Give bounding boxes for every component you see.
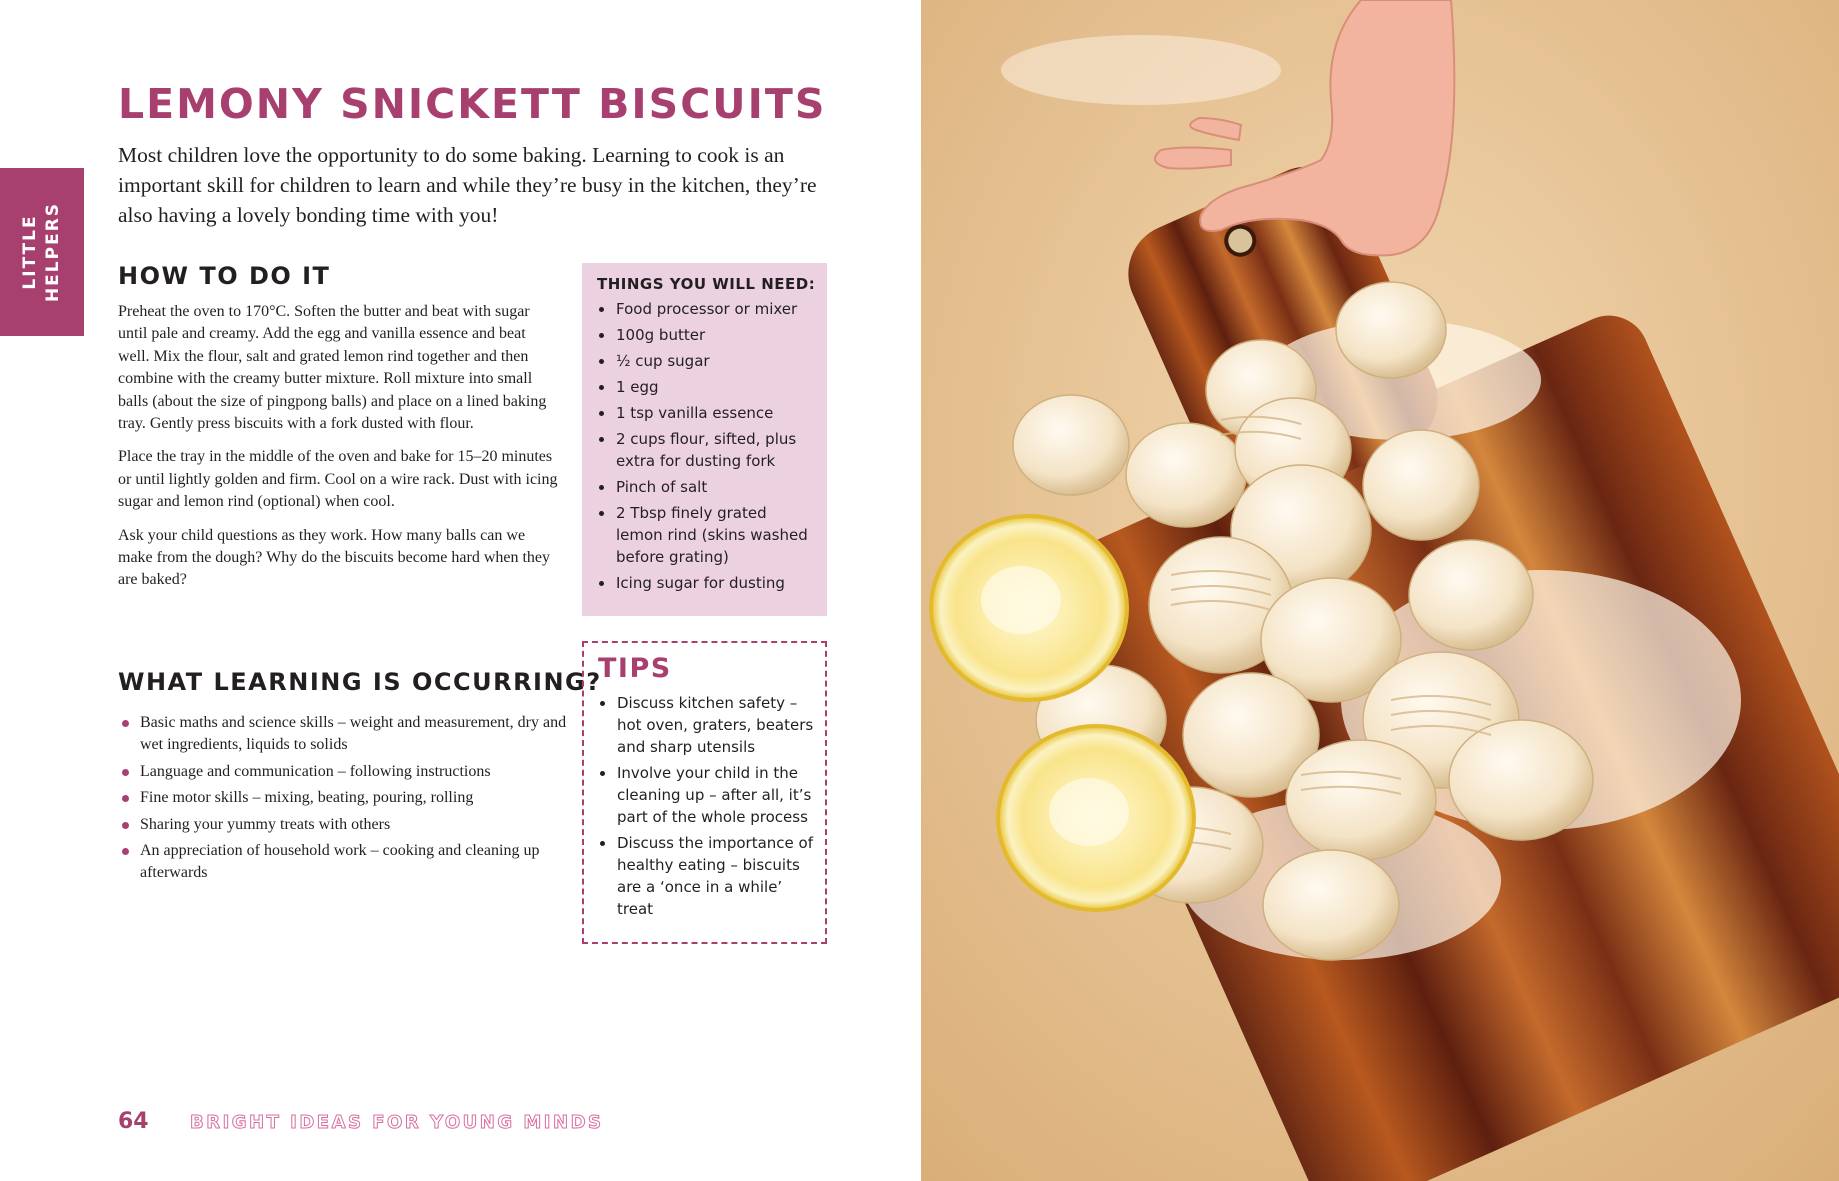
ingredient-item xyxy=(597,502,817,568)
learning-item xyxy=(118,814,573,836)
section-tab-line-1: LITTLE xyxy=(20,214,40,290)
tip-item xyxy=(598,762,815,828)
tips-list xyxy=(598,692,815,920)
tip-item xyxy=(598,832,815,920)
how-to-body xyxy=(118,301,558,603)
section-tab-line-2: HELPERS xyxy=(43,201,63,303)
learning-item-text: An appreciation of household work – cooking and cleaning up afterwards xyxy=(140,842,540,882)
ingredient-item xyxy=(597,350,817,372)
how-to-heading: HOW TO DO IT xyxy=(118,262,331,290)
bullet-icon xyxy=(599,359,604,364)
bullet-icon xyxy=(600,701,605,706)
ingredient-text: 1 egg xyxy=(616,378,659,396)
tips-heading: TIPS xyxy=(598,653,672,684)
section-tab-label xyxy=(19,202,65,302)
page-number: 64 xyxy=(118,1109,149,1134)
intro-paragraph: Most children love the opportunity to do some baking. Learning to cook is an important skill for children to learn and while they’re busy in the kitchen, they’re also having a lovely bonding time with you! xyxy=(118,143,817,227)
how-to-paragraph: Preheat the oven to 170°C. Soften the butter and beat with sugar until pale and creamy. Add the egg and vanilla essence and beat well. Mix the flour, salt and grated lemon rind together and then combine with the creamy butter mixture. Roll mixture into small balls (about the size of pingpong balls) and place on a lined baking tray. Gently press biscuits with a fork dusted with flour. xyxy=(118,303,547,433)
tip-item xyxy=(598,692,815,758)
bullet-icon xyxy=(122,795,129,802)
ingredient-text: 100g butter xyxy=(616,326,706,344)
bullet-icon xyxy=(599,411,604,416)
bullet-icon xyxy=(599,511,604,516)
bullet-icon xyxy=(122,822,129,829)
tip-text: Discuss kitchen safety – hot oven, graters, beaters and sharp utensils xyxy=(617,694,814,756)
ingredient-item xyxy=(597,376,817,398)
bullet-icon xyxy=(122,720,129,727)
how-to-paragraph: Place the tray in the middle of the oven and bake for 15–20 minutes or until lightly golden and firm. Cool on a wire rack. Dust with icing sugar and lemon rind (optional) when cool. xyxy=(118,448,558,511)
ingredient-item xyxy=(597,476,817,498)
tips-box xyxy=(582,641,827,944)
ingredient-text: 1 tsp vanilla essence xyxy=(616,404,774,422)
ingredient-text: Icing sugar for dusting xyxy=(616,574,785,592)
ingredient-item xyxy=(597,298,817,320)
tip-text: Discuss the importance of healthy eating – biscuits are a ‘once in a while’ treat xyxy=(617,834,813,918)
ingredient-text: Pinch of salt xyxy=(616,478,708,496)
learning-item xyxy=(118,712,573,757)
page-title: LEMONY SNICKETT BISCUITS xyxy=(118,80,827,128)
bullet-icon xyxy=(599,581,604,586)
ingredient-item xyxy=(597,572,817,594)
learning-item xyxy=(118,787,573,809)
learning-item-text: Basic maths and science skills – weight and measurement, dry and wet ingredients, liquids to solids xyxy=(140,714,567,754)
learning-item-text: Sharing your yummy treats with others xyxy=(140,815,391,833)
things-you-need-heading: THINGS YOU WILL NEED: xyxy=(597,275,816,293)
running-head: BRIGHT IDEAS FOR YOUNG MINDS xyxy=(190,1112,604,1133)
bullet-icon xyxy=(122,848,129,855)
bullet-icon xyxy=(599,485,604,490)
ingredient-text: ½ cup sugar xyxy=(616,352,710,370)
bullet-icon xyxy=(599,385,604,390)
bullet-icon xyxy=(600,771,605,776)
how-to-paragraph: Ask your child questions as they work. How many balls can we make from the dough? Why do the biscuits become hard when they are baked? xyxy=(118,526,551,589)
bullet-icon xyxy=(599,437,604,442)
ingredient-item xyxy=(597,428,817,472)
learning-item xyxy=(118,761,573,783)
bullet-icon xyxy=(599,333,604,338)
section-tab xyxy=(0,168,84,336)
ingredient-text: Food processor or mixer xyxy=(616,300,798,318)
learning-item xyxy=(118,840,573,885)
photo-biscuits-lemons-board xyxy=(921,0,1839,1181)
ingredient-text: 2 cups flour, sifted, plus extra for dusting fork xyxy=(616,430,797,470)
ingredient-item xyxy=(597,402,817,424)
learning-item-text: Language and communication – following instructions xyxy=(140,762,491,780)
tip-text: Involve your child in the cleaning up – after all, it’s part of the whole process xyxy=(617,764,812,826)
things-you-need-box xyxy=(582,263,827,616)
bullet-icon xyxy=(599,307,604,312)
learning-heading: WHAT LEARNING IS OCCURRING? xyxy=(118,668,602,696)
ingredient-text: 2 Tbsp finely grated lemon rind (skins washed before grating) xyxy=(616,504,808,566)
learning-list xyxy=(118,712,573,889)
ingredient-item xyxy=(597,324,817,346)
right-page xyxy=(921,0,1839,1181)
ingredients-list xyxy=(597,298,817,594)
learning-item-text: Fine motor skills – mixing, beating, pouring, rolling xyxy=(140,789,474,807)
bullet-icon xyxy=(122,769,129,776)
bullet-icon xyxy=(600,841,605,846)
